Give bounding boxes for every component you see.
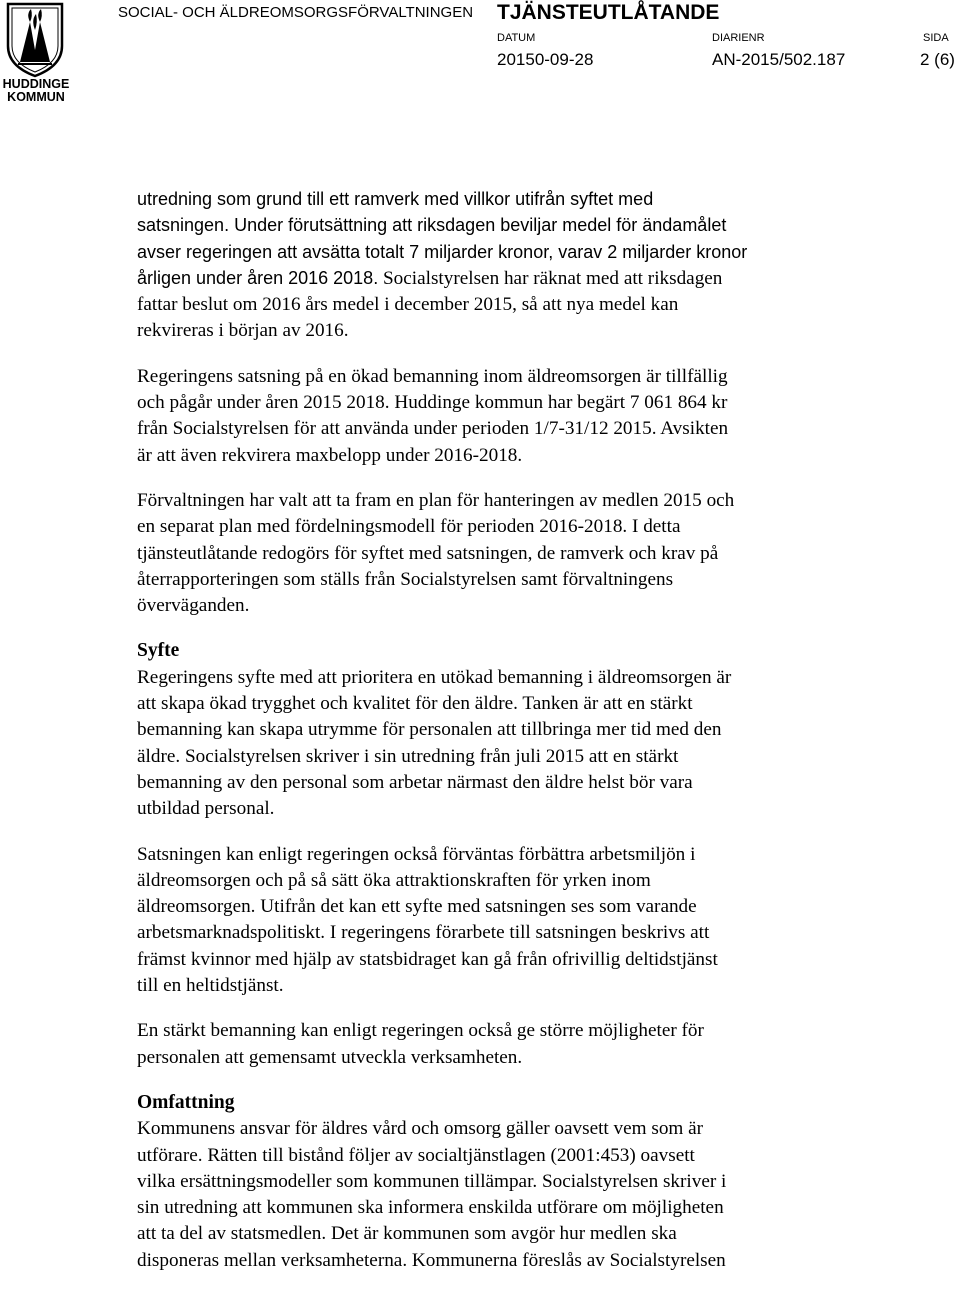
text-line: Socialstyrelsen har räknat med att riksdagen <box>383 267 723 289</box>
text-line: årligen under åren 2016 2018. <box>137 267 379 288</box>
text-line: och pågår under åren 2015 2018. Huddinge kommun har begärt 7 061 864 kr <box>137 392 728 414</box>
text-line: äldre. Socialstyrelsen skriver i sin utredning från juli 2015 att en stärkt <box>137 745 679 767</box>
date-value: 20150-09-28 <box>497 50 594 69</box>
huddinge-kommun-logo <box>0 0 70 108</box>
text-line: personalen att gemensamt utveckla verksamheten. <box>137 1046 523 1068</box>
text-line: Kommunens ansvar för äldres vård och omsorg gäller oavsett vem som är <box>137 1118 704 1140</box>
page-label: SIDA <box>923 32 949 44</box>
text-line: satsningen. Under förutsättning att riksdagen beviljar medel för ändamålet <box>137 215 727 236</box>
heading-omfattning: Omfattning <box>137 1091 235 1113</box>
paragraph-plan <box>137 488 837 619</box>
logo-line-1: HUDDINGE <box>2 77 70 91</box>
paragraph-temporary <box>137 364 837 469</box>
text-line: äldreomsorgen. Utifrån det kan ett syfte med satsningen ses som varande <box>137 896 697 918</box>
text-line: utbildad personal. <box>137 798 275 820</box>
text-line: vilka ersättningsmodeller som kommunen tillämpar. Socialstyrelsen skriver i <box>137 1170 727 1192</box>
text-line: Regeringens syfte med att prioritera en utökad bemanning i äldreomsorgen är <box>137 666 732 688</box>
page-value: 2 (6) <box>920 50 955 69</box>
document-type: TJÄNSTEUTLÅTANDE <box>497 1 720 24</box>
text-line: sin utredning att kommunen ska informera enskilda utförare om möjligheten <box>137 1197 724 1219</box>
text-line: Förvaltningen har valt att ta fram en plan för hanteringen av medlen 2015 och <box>137 489 735 511</box>
text-line: äldreomsorgen och på så sätt öka attraktionskraften för yrken inom <box>137 869 651 891</box>
text-line: främst kvinnor med hjälp av statsbidraget kan gå från ofrivillig deltidstjänst <box>137 948 718 970</box>
text-line: utförare. Rätten till bistånd följer av socialtjänstlagen (2001:453) oavsett <box>137 1144 695 1166</box>
date-label: DATUM <box>497 32 536 44</box>
logo-line-2: KOMMUN <box>7 90 65 104</box>
paragraph-funding <box>137 186 837 345</box>
paragraph-purpose <box>137 665 837 823</box>
text-line: utredning som grund till ett ramverk med villkor utifrån syftet med <box>137 189 654 209</box>
text-line: från Socialstyrelsen för att använda under perioden 1/7-31/12 2015. Avsikten <box>137 418 729 440</box>
logo-text <box>2 78 70 104</box>
text-line: bemanning av den personal som arbetar närmast den äldre helst bör vara <box>137 771 693 793</box>
text-line: arbetsmarknadspolitiskt. I regeringens förarbete till satsningen beskrivs att <box>137 922 710 944</box>
text-line: fattar beslut om 2016 års medel i december 2015, så att nya medel kan <box>137 294 679 316</box>
text-line: bemanning kan skapa utrymme för personalen att tillbringa mer tid med den <box>137 719 722 741</box>
text-line: att skapa ökad trygghet och kvalitet för den äldre. Tanken är att en stärkt <box>137 693 693 715</box>
heading-syfte: Syfte <box>137 640 180 662</box>
paragraph-scope <box>137 1116 837 1274</box>
text-line: är att även rekvirera maxbelopp under 2016-2018. <box>137 444 523 466</box>
text-line: Satsningen kan enligt regeringen också förväntas förbättra arbetsmiljön i <box>137 843 696 865</box>
text-line: Regeringens satsning på en ökad bemanning inom äldreomsorgen är tillfällig <box>137 365 728 387</box>
text-line: avser regeringen att avsätta totalt 7 miljarder kronor, varav 2 miljarder kronor <box>137 241 748 262</box>
text-line: till en heltidstjänst. <box>137 975 284 997</box>
text-line: att ta del av statsmedlen. Det är kommunen som avgör hur medlen ska <box>137 1223 677 1245</box>
text-line: tjänsteutlåtande redogörs för syftet med satsningen, de ramverk och krav på <box>137 542 719 564</box>
diarienr-value: AN-2015/502.187 <box>712 50 846 69</box>
text-line: rekvireras i början av 2016. <box>137 320 349 342</box>
text-line: disponeras mellan verksamheterna. Kommunerna föreslås av Socialstyrelsen <box>137 1249 726 1271</box>
text-line: överväganden. <box>137 595 250 617</box>
coat-of-arms-icon <box>0 0 70 80</box>
department-name: SOCIAL- OCH ÄLDREOMSORGSFÖRVALTNINGEN <box>118 4 474 21</box>
document-body <box>137 186 837 1293</box>
paragraph-work-environment <box>137 842 837 1000</box>
diarienr-label: DIARIENR <box>712 32 765 44</box>
text-line: En stärkt bemanning kan enligt regeringen också ge större möjligheter för <box>137 1020 704 1042</box>
paragraph-development <box>137 1018 837 1071</box>
text-line: återrapporteringen som ställs från Socialstyrelsen samt förvaltningens <box>137 568 674 590</box>
text-line: en separat plan med fördelningsmodell för perioden 2016-2018. I detta <box>137 516 681 538</box>
